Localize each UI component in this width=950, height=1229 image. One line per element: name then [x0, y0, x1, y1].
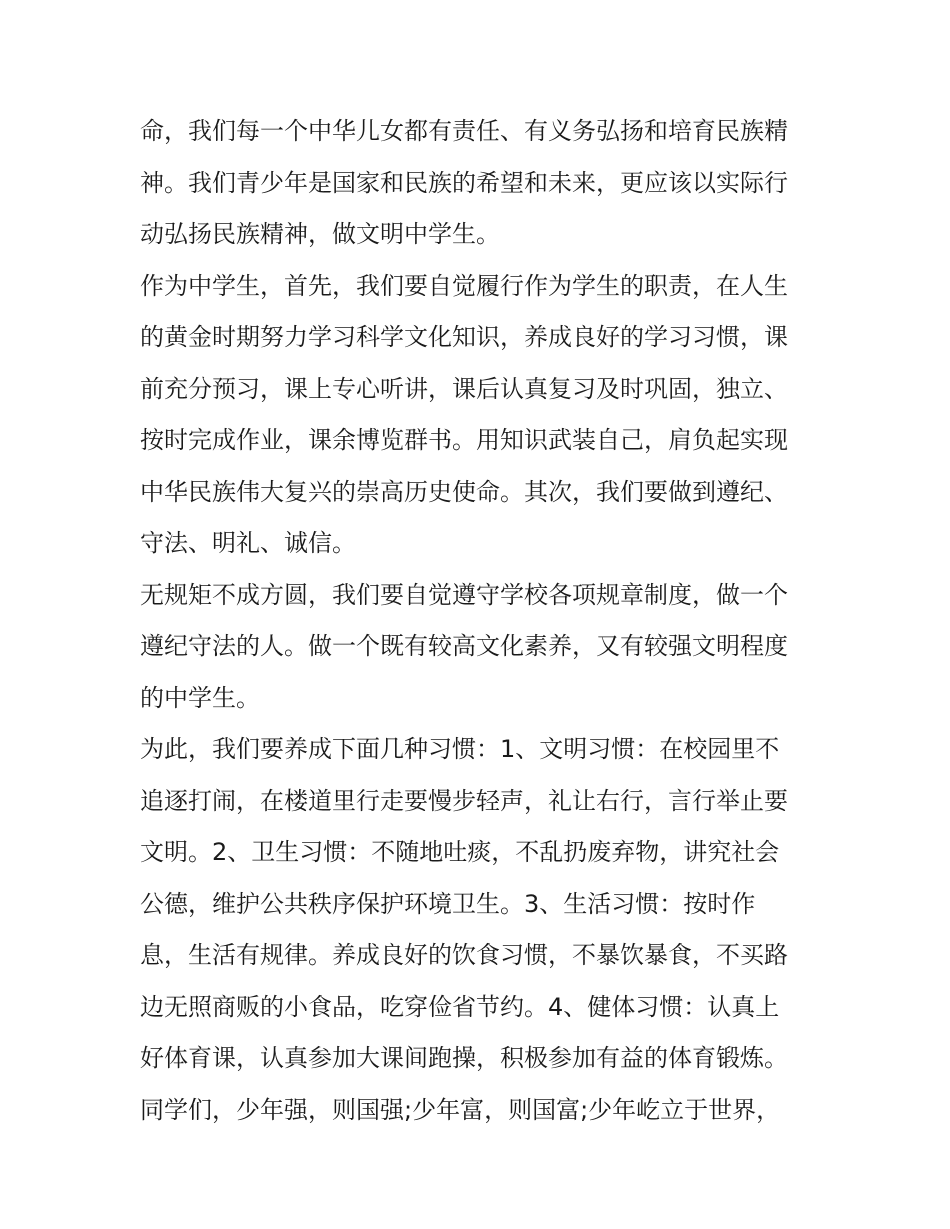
text-line: 为此，我们要养成下面几种习惯：1、文明习惯：在校园里不 — [140, 735, 780, 763]
text-line: 无规矩不成方圆，我们要自觉遵守学校各项规章制度，做一个 — [140, 580, 788, 609]
text-line: 的黄金时期努力学习科学文化知识，养成良好的学习习惯，课 — [140, 323, 788, 351]
text-line: 好体育课，认真参加大课间跑操，积极参加有益的体育锻炼。 — [140, 1044, 788, 1072]
text-line: 文明。2、卫生习惯：不随地吐痰，不乱扔废弃物，讲究社会 — [140, 838, 780, 866]
text-line: 追逐打闹，在楼道里行走要慢步轻声，礼让右行，言行举止要 — [140, 786, 788, 815]
text-line: 前充分预习，课上专心听讲，课后认真复习及时巩固，独立、 — [140, 374, 788, 403]
text-line: 动弘扬民族精神，做文明中学生。 — [140, 220, 500, 248]
text-line: 息，生活有规律。养成良好的饮食习惯，不暴饮暴食，不买路 — [140, 941, 788, 969]
text-line: 按时完成作业，课余博览群书。用知识武装自己，肩负起实现 — [140, 426, 788, 454]
text-line: 神。我们青少年是国家和民族的希望和未来，更应该以实际行 — [140, 168, 788, 197]
text-line: 公德，维护公共秩序保护环境卫生。3、生活习惯：按时作 — [140, 889, 756, 918]
text-line: 作为中学生，首先，我们要自觉履行作为学生的职责，在人生 — [140, 271, 788, 300]
text-line: 遵纪守法的人。做一个既有较高文化素养，又有较强文明程度 — [140, 632, 788, 660]
text-line: 同学们，少年强，则国强;少年富，则国富;少年屹立于世界， — [140, 1095, 781, 1124]
text-line: 命，我们每一个中华儿女都有责任、有义务弘扬和培育民族精 — [140, 117, 788, 145]
text-line: 边无照商贩的小食品，吃穿俭省节约。4、健体习惯：认真上 — [140, 992, 780, 1021]
text-line: 中华民族伟大复兴的崇高历史使命。其次，我们要做到遵纪、 — [140, 477, 788, 506]
text-line: 的中学生。 — [140, 683, 260, 712]
body-text — [140, 106, 830, 1136]
text-line: 守法、明礼、诚信。 — [140, 529, 356, 557]
